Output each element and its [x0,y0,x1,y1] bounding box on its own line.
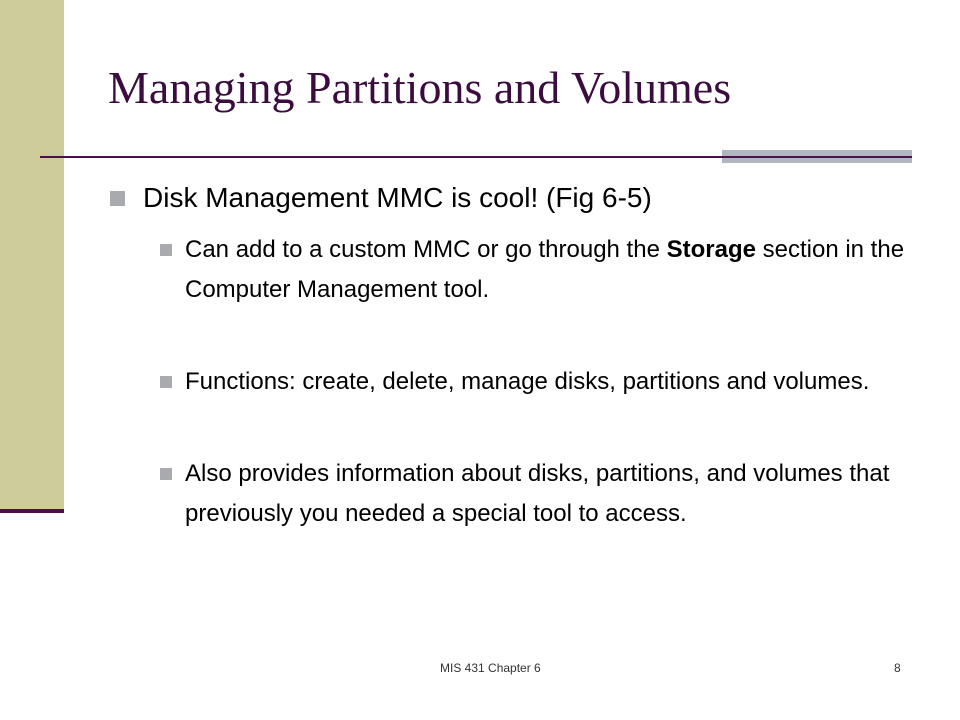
sub-bullet-item [160,230,920,350]
square-bullet-icon [160,244,172,256]
square-bullet-icon [160,376,172,388]
page-number: 8 [894,661,901,675]
sub-bullet-item [160,362,920,442]
sub-bullet-text-part: section in the Computer Management tool. [185,236,905,303]
bullet-text: Disk Management MMC is cool! (Fig 6-5) [143,182,652,213]
square-bullet-icon [160,468,172,480]
storage-emphasis: Storage [666,236,756,263]
slide-footer: MIS 431 Chapter 6 [440,661,541,675]
sub-bullet-item [160,454,920,574]
sub-bullet-text: Also provides information about disks, partitions, and volumes that previously you needed a special tool to access. [185,460,890,527]
square-bullet-icon [110,191,125,206]
sub-bullet-text [185,230,905,310]
slide-title: Managing Partitions and Volumes [108,62,732,113]
sub-bullet-text-part: Can add to a custom MMC or go through the [185,236,667,263]
sub-bullet-text: Functions: create, delete, manage disks, partitions and volumes. [185,368,870,395]
